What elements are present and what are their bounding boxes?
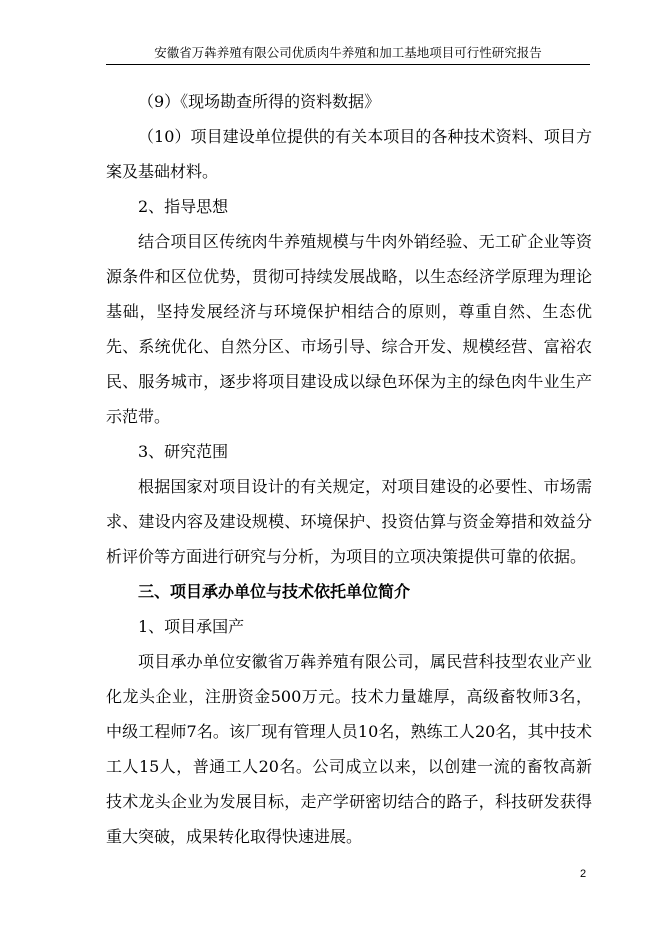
document-body: [106, 84, 592, 854]
paragraph-guiding-ideology: 结合项目区传统肉牛养殖规模与牛肉外销经验、无工矿企业等资源条件和区位优势，贯彻可持续发展战略，以生态经济学原理为理论基础，坚持发展经济与环境保护相结合的原则，尊重自然、生态优先、系统优化、自然分区、市场引导、综合开发、规模经营、富裕农民、服务城市，逐步将项目建设成以绿色环保为主的绿色肉牛业生产示范带。: [106, 232, 592, 426]
page-header: [106, 44, 590, 65]
section-heading-guiding-ideology: 2、指导思想: [138, 197, 229, 216]
section-heading-research-scope: 3、研究范围: [138, 442, 229, 461]
paragraph-project-undertaker: 项目承办单位安徽省万犇养殖有限公司，属民营科技型农业产业化龙头企业，注册资金500万元。技术力量雄厚，高级畜牧师3名，中级工程师7名。该厂现有管理人员10名，熟练工人20名，其中技术工人15人，普通工人20名。公司成立以来，以创建一流的畜牧高新技术龙头企业为发展目标，走产学研密切结合的路子，科技研发获得重大突破，成果转化取得快速进展。: [106, 652, 592, 846]
page-number: 2: [580, 868, 587, 880]
chapter-heading-units-intro: 三、项目承办单位与技术依托单位简介: [138, 582, 411, 601]
reference-item-10: （10）项目建设单位提供的有关本项目的各种技术资料、项目方案及基础材料。: [106, 127, 592, 181]
reference-item-9: （9）《现场勘查所得的资料数据》: [138, 92, 381, 111]
section-heading-project-undertaker: 1、项目承国产: [138, 617, 245, 636]
header-title: 安徽省万犇养殖有限公司优质肉牛养殖和加工基地项目可行性研究报告: [154, 45, 542, 60]
paragraph-research-scope: 根据国家对项目设计的有关规定，对项目建设的必要性、市场需求、建设内容及建设规模、环境保护、投资估算与资金筹措和效益分析评价等方面进行研究与分析，为项目的立项决策提供可靠的依据。: [106, 477, 592, 566]
